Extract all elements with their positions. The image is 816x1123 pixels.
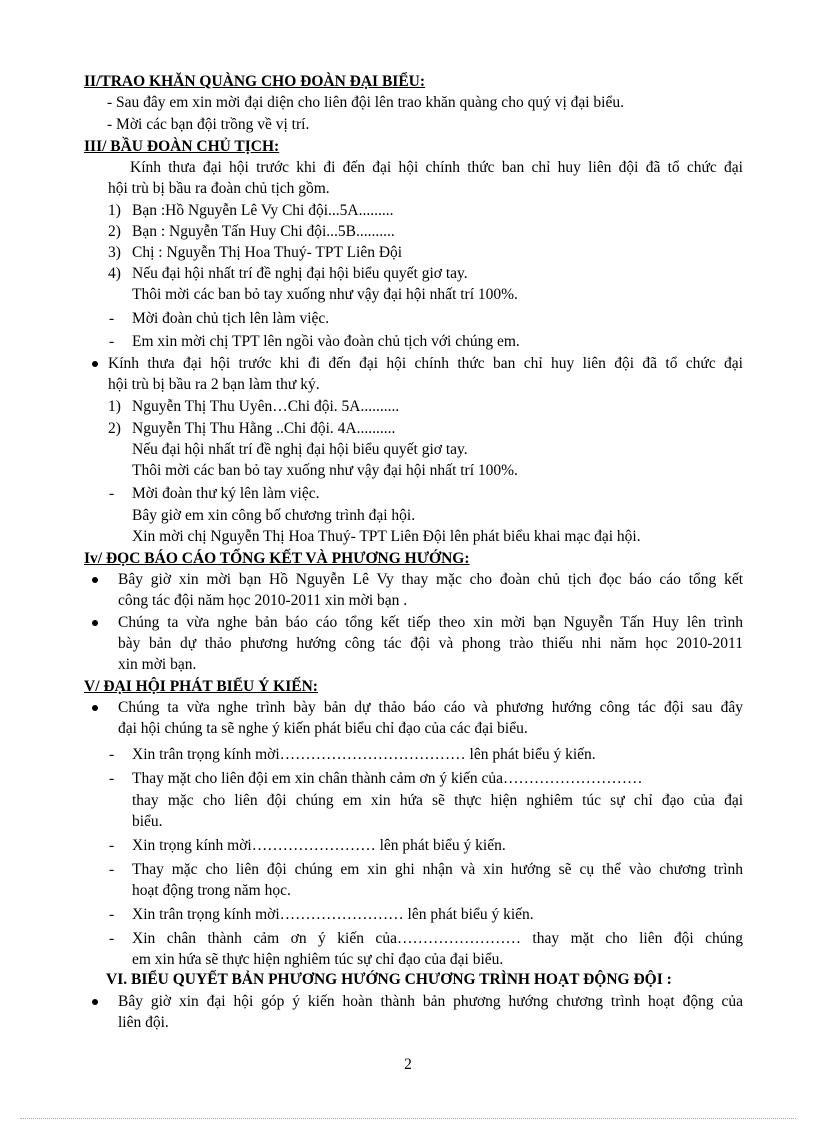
member-number: 1) <box>108 202 121 219</box>
closing-line: Xin mời chị Nguyễn Thị Hoa Thuý- TPT Liên Đội lên phát biểu khai mạc đại hội. <box>132 528 641 545</box>
section-5-d2-line-1: Thay mặt cho liên đội em xin chân thành cảm ơn ý kiến của……………………… <box>132 770 643 787</box>
dash-marker: - <box>109 333 115 350</box>
member-number: 4) <box>108 265 121 282</box>
section-2-heading: II/TRAO KHĂN QUÀNG CHO ĐOÀN ĐẠI BIỂU: <box>84 73 426 90</box>
raise-hands-line: Thôi mời các ban bỏ tay xuống như vậy đại hội nhất trí 100%. <box>132 286 518 303</box>
section-3-heading: III/ BẦU ĐOÀN CHỦ TỊCH: <box>84 138 280 155</box>
footer-divider <box>20 1118 796 1119</box>
section-5-d3: Xin trọng kính mời…………………… lên phát biểu ý kiến. <box>132 837 506 854</box>
section-5-d6-line-1: Xin chân thành cảm ơn ý kiến của…………………… thay mặt cho liên đội chúng <box>132 930 743 947</box>
section-5-heading: V/ ĐẠI HỘI PHÁT BIỂU Ý KIẾN: <box>84 678 318 695</box>
section-4-b1-line-1: Bây giờ xin mời bạn Hồ Nguyễn Lê Vy thay mặc cho đoàn chủ tịch đọc báo cáo tổng kết <box>118 571 743 588</box>
section-4-b2-line-3: xin mời bạn. <box>118 656 197 673</box>
member-item: Bạn :Hồ Nguyễn Lê Vy Chi đội...5A......... <box>132 202 394 219</box>
bullet-intro-line-2: hội trù bị bầu ra 2 bạn làm thư ký. <box>108 376 320 393</box>
section-6-b1-line-1: Bây giờ xin đại hội góp ý kiến hoàn thành bản phương hướng chương trình hoạt động của <box>118 993 743 1010</box>
section-4-heading: Iv/ ĐỌC BÁO CÁO TỔNG KẾT VÀ PHƯƠNG HƯỚNG: <box>84 550 470 567</box>
section-6-b1-line-2: liên đội. <box>118 1014 169 1031</box>
dash-marker: - <box>109 746 115 763</box>
section-5-d5: Xin trân trọng kính mời…………………… lên phát biểu ý kiến. <box>132 906 534 923</box>
bullet-intro-line-1: Kính thưa đại hội trước khi đi đến đại hội chính thức ban chỉ huy liên đội đã tổ chức đại <box>108 355 743 372</box>
section-5-d6-line-2: em xin hứa sẽ thực hiện nghiêm túc sự chỉ đạo của đại biểu. <box>132 951 504 968</box>
section-4-b2-line-2: bày bản dự thảo phương hướng công tác đội và phong trào thiếu nhi năm học 2010-2011 <box>118 635 743 652</box>
dash-marker: - <box>109 906 115 923</box>
vote-line: Thôi mời các ban bỏ tay xuống như vậy đại hội nhất trí 100%. <box>132 462 518 479</box>
dash-marker: - <box>109 310 115 327</box>
secretary-item: Nguyễn Thị Thu Uyên…Chi đội. 5A.......... <box>132 398 400 415</box>
section-3-intro-line-1: Kính thưa đại hội trước khi đi đến đại hội chính thức ban chỉ huy liên đội đã tổ chức đại <box>130 159 743 176</box>
member-item: Chị : Nguyễn Thị Hoa Thuý- TPT Liên Đội <box>132 244 403 261</box>
dash-marker: - <box>109 861 115 878</box>
secretary-item: Nguyễn Thị Thu Hằng ..Chi đội. 4A.......... <box>132 420 396 437</box>
member-item: Bạn : Nguyễn Tấn Huy Chi đội...5B.......... <box>132 223 395 240</box>
section-3-intro-line-2: hội trù bị bầu ra đoàn chủ tịch gồm. <box>108 180 330 197</box>
section-5-d1: Xin trân trọng kính mời……………………………… lên phát biểu ý kiến. <box>132 746 596 763</box>
section-2-line-2: - Mời các bạn đội trồng về vị trí. <box>107 116 310 133</box>
section-5-d2-line-3: biểu. <box>132 813 163 830</box>
section-2-line-1: - Sau đây em xin mời đại diện cho liên đội lên trao khăn quàng cho quý vị đại biểu. <box>107 94 624 111</box>
dash-marker: - <box>109 485 115 502</box>
section-5-d4-line-1: Thay mặc cho liên đội chúng em xin ghi nhận và xin hướng sẽ cụ thể vào chương trình <box>132 861 743 878</box>
dash-marker: - <box>109 770 115 787</box>
dash-item: Mời đoàn chủ tịch lên làm việc. <box>132 310 330 327</box>
bullet-icon <box>92 705 98 711</box>
section-4-b1-line-2: công tác đội năm học 2010-2011 xin mời bạn . <box>118 592 408 609</box>
section-5-d2-line-2: thay mặc cho liên đội chúng em xin hứa sẽ thực hiện nghiêm túc sự chỉ đạo của đại <box>132 792 743 809</box>
bullet-icon <box>92 577 98 583</box>
section-4-b2-line-1: Chúng ta vừa nghe bản báo cáo tổng kết tiếp theo xin mời bạn Nguyễn Tấn Huy lên trình <box>118 614 743 631</box>
bullet-icon <box>92 620 98 626</box>
dash-item: Em xin mời chị TPT lên ngồi vào đoàn chủ tịch với chúng em. <box>132 333 520 350</box>
dash-marker: - <box>109 930 115 947</box>
section-5-b1-line-1: Chúng ta vừa nghe trình bày bản dự thảo báo cáo và phương hướng công tác đội sau đây <box>118 699 743 716</box>
member-number: 3) <box>108 244 121 261</box>
member-item: Nếu đại hội nhất trí đề nghị đại hội biểu quyết giơ tay. <box>132 265 468 282</box>
secretary-number: 1) <box>108 398 121 415</box>
closing-line: Bây giờ em xin công bố chương trình đại hội. <box>132 507 416 524</box>
bullet-icon <box>92 361 98 367</box>
dash-marker: - <box>109 837 115 854</box>
vote-line: Nếu đại hội nhất trí đề nghị đại hội biểu quyết giơ tay. <box>132 441 468 458</box>
section-5-d4-line-2: hoạt động trong năm học. <box>132 882 291 899</box>
bullet-icon <box>92 999 98 1005</box>
closing-line: Mời đoàn thư ký lên làm việc. <box>132 485 320 502</box>
section-6-heading: VI. BIỂU QUYẾT BẢN PHƯƠNG HƯỚNG CHƯƠNG TRÌNH HOẠT ĐỘNG ĐỘI : <box>106 971 672 988</box>
member-number: 2) <box>108 223 121 240</box>
section-5-b1-line-2: đại hội chúng ta sẽ nghe ý kiến phát biểu chỉ đạo của các đại biểu. <box>118 720 528 737</box>
secretary-number: 2) <box>108 420 121 437</box>
page-number: 2 <box>404 1056 412 1073</box>
